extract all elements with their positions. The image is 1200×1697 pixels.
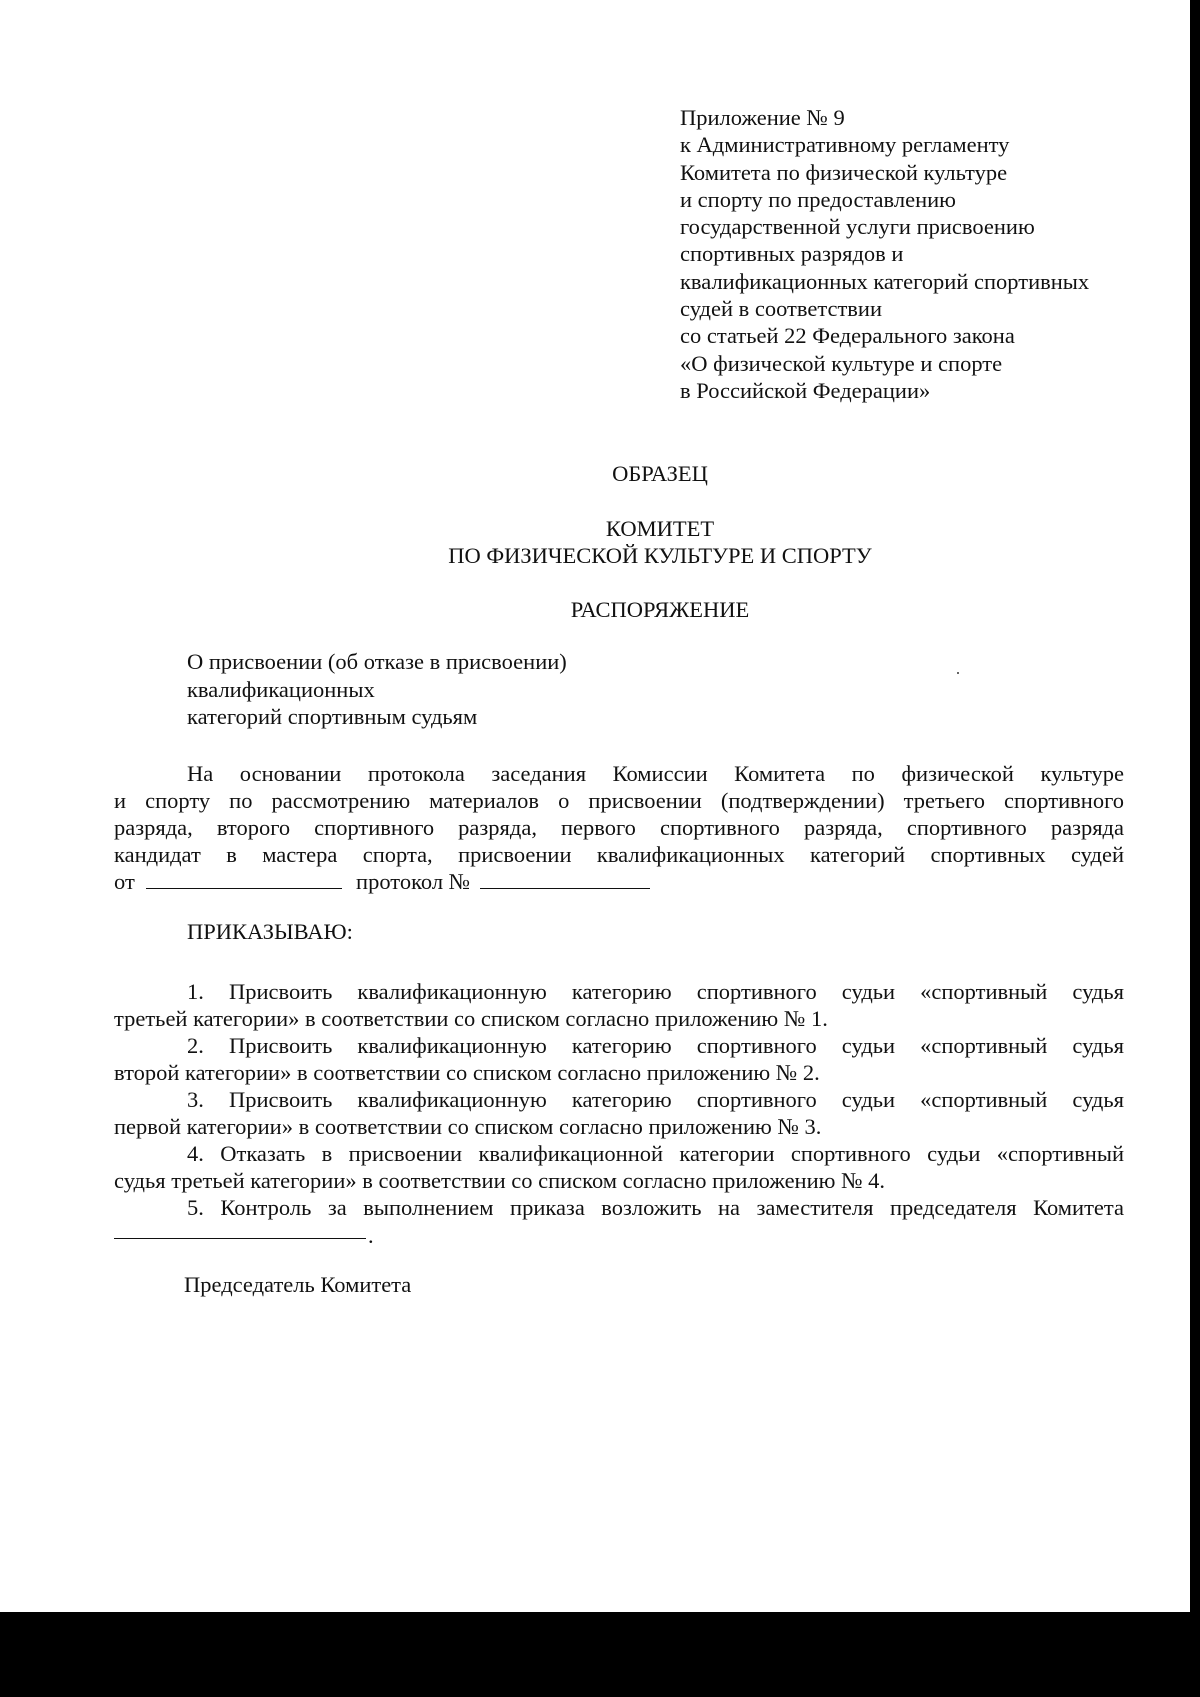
basis-line: и спорту по рассмотрению материалов о присвоении (подтверждении) третьего спортивного <box>114 788 1124 813</box>
from-label: от <box>114 869 135 894</box>
committee-name-line-2: ПО ФИЗИЧЕСКОЙ КУЛЬТУРЕ И СПОРТУ <box>448 543 872 568</box>
appendix-line: государственной услуги присвоению <box>680 214 1035 240</box>
order-item-text: 1. Присвоить квалификационную категорию спортивного судьи «спортивный судья <box>187 979 1124 1004</box>
subject-line: О присвоении (об отказе в присвоении) <box>187 649 567 674</box>
appendix-line: со статьей 22 Федерального закона <box>680 323 1015 349</box>
order-item-text: 4. Отказать в присвоении квалификационной категории спортивного судьи «спортивный <box>187 1141 1124 1166</box>
appendix-line: «О физической культуре и спорте <box>680 350 1003 376</box>
order-item-4 <box>114 1140 1124 1194</box>
scan-speck <box>957 672 959 674</box>
order-item-1 <box>114 978 1124 1032</box>
date-blank <box>146 870 342 889</box>
order-item-text: третьей категории» в соответствии со списком согласно приложению № 1. <box>114 1006 828 1031</box>
order-item-3 <box>114 1086 1124 1140</box>
order-item-text: 5. Контроль за выполнением приказа возложить на заместителя председателя Комитета <box>187 1195 1124 1220</box>
deputy-end-mark: . <box>368 1223 374 1248</box>
basis-line: На основании протокола заседания Комиссии Комитета по физической культуре <box>187 761 1124 786</box>
protocol-line <box>114 868 1124 895</box>
signature-title: Председатель Комитета <box>184 1272 412 1297</box>
subject-line: категорий спортивным судьям <box>187 704 478 729</box>
appendix-line: в Российской Федерации» <box>680 377 931 403</box>
appendix-line: Комитета по физической культуре <box>680 159 1008 185</box>
basis-line: кандидат в мастера спорта, присвоении квалификационных категорий спортивных судей <box>114 842 1124 867</box>
appendix-reference <box>680 104 1180 404</box>
order-item-5 <box>114 1194 1124 1221</box>
scan-border <box>1190 0 1200 1612</box>
appendix-line: спортивных разрядов и <box>680 241 904 267</box>
order-item-text: 3. Присвоить квалификационную категорию спортивного судьи «спортивный судья <box>187 1087 1124 1112</box>
protocol-label: протокол № <box>356 869 471 894</box>
appendix-line: к Административному регламенту <box>680 132 1010 158</box>
order-item-text: первой категории» в соответствии со списком согласно приложению № 3. <box>114 1114 822 1139</box>
appendix-line: Приложение № 9 <box>680 105 845 130</box>
order-heading: ПРИКАЗЫВАЮ: <box>187 919 353 944</box>
basis-paragraph <box>114 760 1124 895</box>
order-item-text: второй категории» в соответствии со списком согласно приложению № 2. <box>114 1060 820 1085</box>
order-item-2 <box>114 1032 1124 1086</box>
committee-name-line-1: КОМИТЕТ <box>605 516 715 541</box>
document-type: РАСПОРЯЖЕНИЕ <box>570 597 750 622</box>
document-subject <box>187 648 567 731</box>
appendix-line: квалификационных категорий спортивных <box>680 268 1090 294</box>
protocol-number-blank <box>480 870 650 889</box>
order-item-text: 2. Присвоить квалификационную категорию спортивного судьи «спортивный судья <box>187 1033 1124 1058</box>
sample-label: ОБРАЗЕЦ <box>612 461 708 486</box>
deputy-name-blank <box>114 1228 366 1239</box>
order-item-text: судья третьей категории» в соответствии со списком согласно приложению № 4. <box>114 1168 886 1193</box>
subject-line: квалификационных <box>187 676 375 702</box>
appendix-line: судей в соответствии <box>680 296 883 322</box>
basis-line: разряда, второго спортивного разряда, первого спортивного разряда, спортивного разряда <box>114 815 1124 840</box>
appendix-line: и спорту по предоставлению <box>680 186 956 212</box>
